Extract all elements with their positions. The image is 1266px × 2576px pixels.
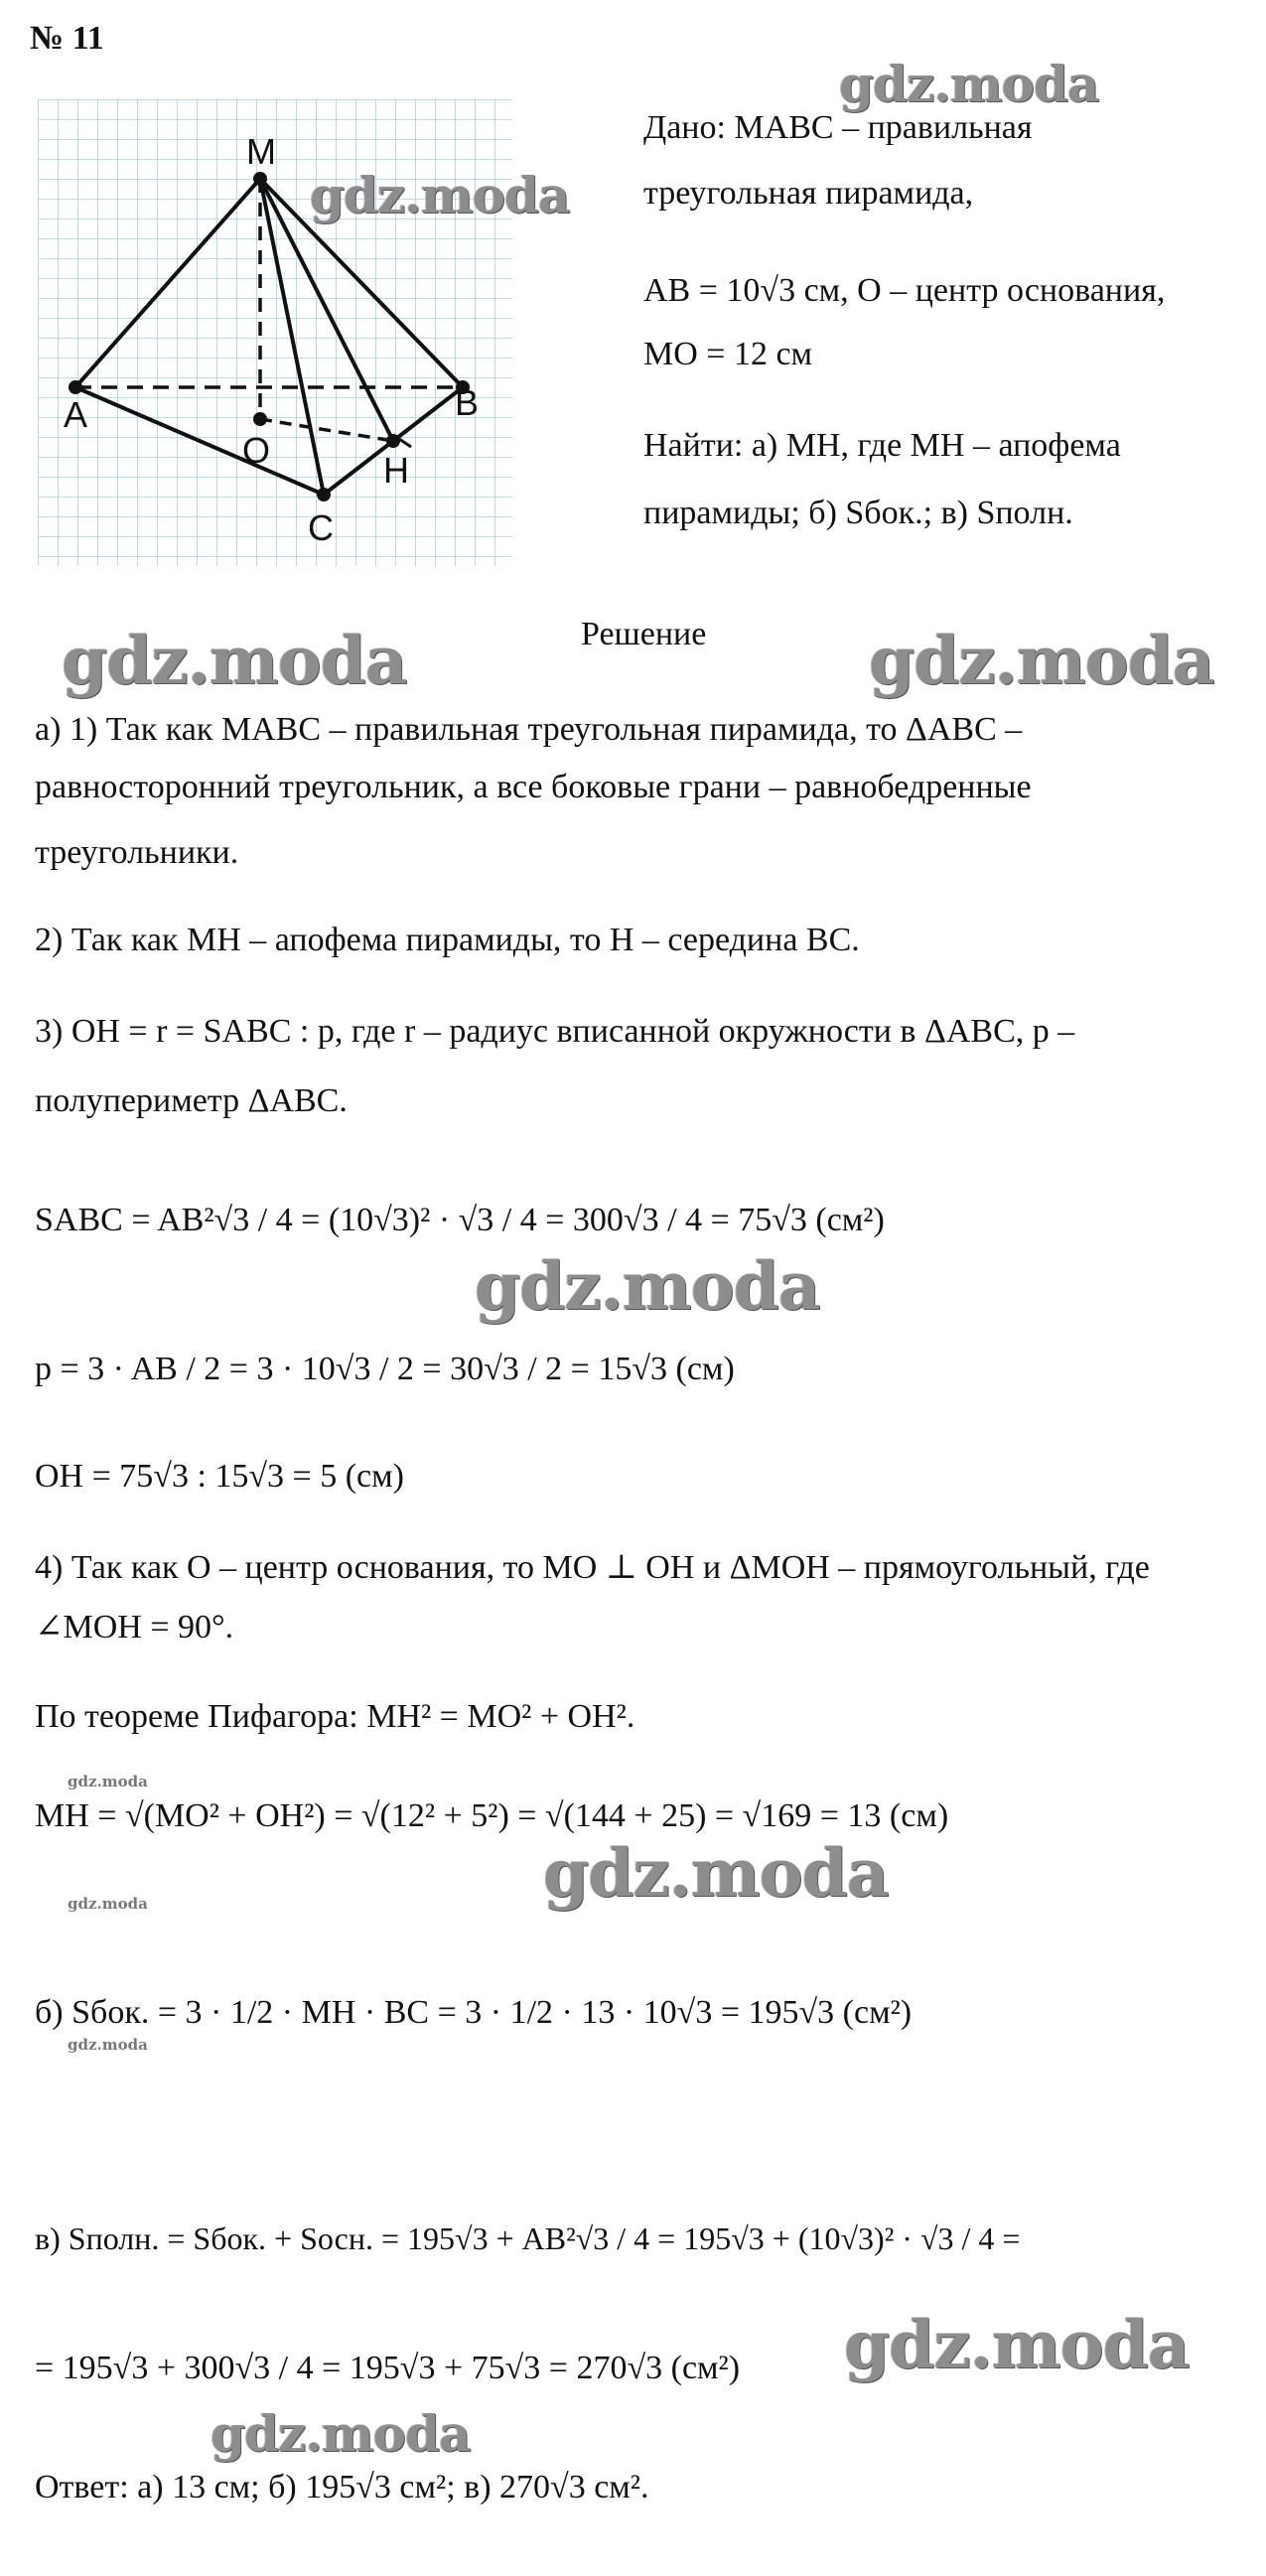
- watermark: gdz.moda: [68, 1895, 148, 1913]
- formula-s-abc: SABC = AB²√3 / 4 = (10√3)² · √3 / 4 = 300√3 / 4 = 75√3 (см²): [35, 1202, 885, 1238]
- text-line: полупериметр ΔABC.: [35, 1082, 348, 1119]
- watermark: gdz.moda: [310, 166, 570, 224]
- watermark: gdz.moda: [543, 1834, 889, 1912]
- given-line: Дано: MABC – правильная: [643, 109, 1033, 146]
- problem-number: № 11: [30, 20, 104, 57]
- watermark: gdz.moda: [839, 55, 1099, 113]
- label-h: H: [383, 450, 409, 491]
- formula-mh: MH = √(MO² + OH²) = √(12² + 5²) = √(144 + 25) = √169 = 13 (см): [35, 1797, 949, 1834]
- label-b: B: [455, 382, 480, 423]
- text-line: 4) Так как O – центр основания, то MO ⊥ OH и ΔMOH – прямоугольный, где: [35, 1549, 1150, 1586]
- label-m: M: [246, 131, 276, 172]
- point-c: [317, 488, 331, 501]
- watermark: gdz.moda: [68, 2036, 148, 2054]
- text-line: равносторонний треугольник, а все боковые грани – равнобедренные: [35, 769, 1032, 805]
- text-line: 3) OH = r = SABC : p, где r – радиус вписанной окружности в ΔABC, p –: [35, 1013, 1075, 1050]
- solution-title: Решение: [581, 616, 707, 652]
- label-c: C: [308, 507, 334, 548]
- find-line: Найти: а) MH, где MH – апофема: [643, 427, 1121, 464]
- formula-s-bok: б) Sбок. = 3 · 1/2 · MH · BC = 3 · 1/2 · 13 · 10√3 = 195√3 (см²): [35, 1994, 913, 2031]
- label-a: A: [64, 394, 88, 435]
- formula-oh: OH = 75√3 : 15√3 = 5 (см): [35, 1458, 404, 1495]
- watermark: gdz.moda: [869, 622, 1214, 699]
- answer-line: Ответ: а) 13 см; б) 195√3 см²; в) 270√3 см².: [35, 2469, 649, 2505]
- formula-s-poln-2: = 195√3 + 300√3 / 4 = 195√3 + 75√3 = 270√3 (см²): [35, 2350, 741, 2386]
- watermark: gdz.moda: [844, 2306, 1190, 2383]
- given-line: треугольная пирамида,: [643, 175, 974, 212]
- point-a: [69, 380, 82, 394]
- point-m: [253, 172, 267, 186]
- point-h: [386, 434, 400, 448]
- given-line: AB = 10√3 см, O – центр основания,: [643, 272, 1166, 309]
- watermark: gdz.moda: [475, 1247, 820, 1325]
- text-line: треугольники.: [35, 834, 239, 871]
- formula-p: p = 3 · AB / 2 = 3 · 10√3 / 2 = 30√3 / 2 = 15√3 (см): [35, 1351, 735, 1387]
- pythagoras-line: По теореме Пифагора: MH² = MO² + OH².: [35, 1698, 635, 1735]
- point-o: [253, 412, 267, 426]
- given-line: MO = 12 см: [643, 336, 813, 372]
- watermark: gdz.moda: [68, 1773, 148, 1790]
- find-line: пирамиды; б) Sбок.; в) Sполн.: [643, 495, 1073, 531]
- watermark: gdz.moda: [211, 2404, 471, 2463]
- text-line: а) 1) Так как MABC – правильная треугольная пирамида, то ΔABC –: [35, 711, 1023, 748]
- watermark: gdz.moda: [62, 622, 407, 699]
- formula-s-poln-1: в) Sполн. = Sбок. + Sосн. = 195√3 + AB²√3 / 4 = 195√3 + (10√3)² · √3 / 4 =: [35, 2220, 1021, 2256]
- text-line: ∠MOH = 90°.: [35, 1609, 234, 1646]
- label-o: O: [242, 430, 271, 471]
- text-line: 2) Так как MH – апофема пирамиды, то H – середина BC.: [35, 922, 860, 958]
